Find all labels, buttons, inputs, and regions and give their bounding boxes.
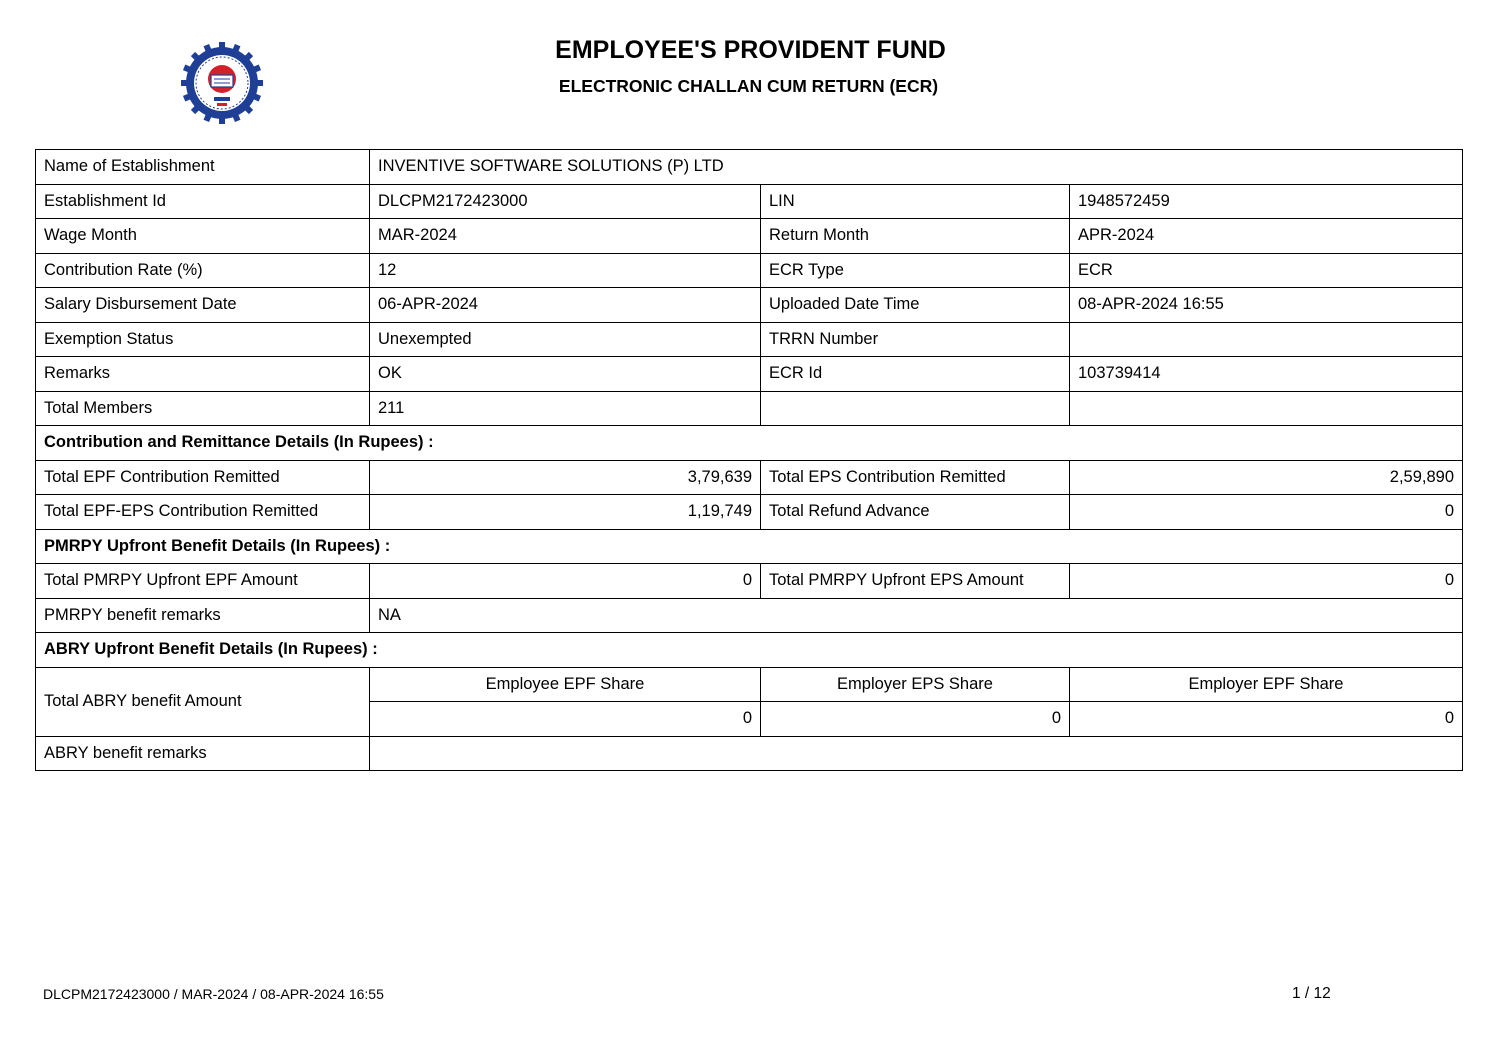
abry-remarks-label: ABRY benefit remarks [36,736,370,771]
empty-cell [761,391,1070,426]
table-row [36,219,1463,254]
establishment-name-label: Name of Establishment [36,150,370,185]
total-eps-contribution-value: 2,59,890 [1070,460,1463,495]
pmrpy-eps-amount-label: Total PMRPY Upfront EPS Amount [761,564,1070,599]
exemption-status-label: Exemption Status [36,322,370,357]
abry-employer-eps-value: 0 [761,702,1070,737]
page-subtitle: ELECTRONIC CHALLAN CUM RETURN (ECR) [558,76,939,96]
table-row [36,357,1463,392]
total-members-label: Total Members [36,391,370,426]
salary-date-value: 06-APR-2024 [370,288,761,323]
table-row [36,495,1463,530]
table-row [36,150,1463,185]
table-row [36,598,1463,633]
pmrpy-remarks-value: NA [370,598,1463,633]
contribution-rate-label: Contribution Rate (%) [36,253,370,288]
abry-remarks-value [370,736,1463,771]
return-month-label: Return Month [761,219,1070,254]
table-row [36,667,1463,702]
abry-employer-eps-header: Employer EPS Share [761,667,1070,702]
salary-date-label: Salary Disbursement Date [36,288,370,323]
pmrpy-epf-amount-label: Total PMRPY Upfront EPF Amount [36,564,370,599]
contribution-section-heading: Contribution and Remittance Details (In Rupees) : [36,426,1463,461]
ecr-type-label: ECR Type [761,253,1070,288]
table-row [36,184,1463,219]
ecr-id-value: 103739414 [1070,357,1463,392]
ecr-id-label: ECR Id [761,357,1070,392]
ecr-details-table [35,149,1463,771]
total-refund-advance-label: Total Refund Advance [761,495,1070,530]
total-epf-contribution-value: 3,79,639 [370,460,761,495]
section-header-row [36,426,1463,461]
abry-employer-epf-header: Employer EPF Share [1070,667,1463,702]
wage-month-value: MAR-2024 [370,219,761,254]
abry-total-amount-label: Total ABRY benefit Amount [36,667,370,736]
uploaded-datetime-value: 08-APR-2024 16:55 [1070,288,1463,323]
empty-cell [1070,391,1463,426]
exemption-status-value: Unexempted [370,322,761,357]
pmrpy-eps-amount-value: 0 [1070,564,1463,599]
remarks-value: OK [370,357,761,392]
table-row [36,460,1463,495]
return-month-value: APR-2024 [1070,219,1463,254]
total-members-value: 211 [370,391,761,426]
establishment-name-value: INVENTIVE SOFTWARE SOLUTIONS (P) LTD [370,150,1463,185]
pmrpy-remarks-label: PMRPY benefit remarks [36,598,370,633]
lin-label: LIN [761,184,1070,219]
table-row [36,288,1463,323]
contribution-rate-value: 12 [370,253,761,288]
total-epf-eps-contribution-value: 1,19,749 [370,495,761,530]
pmrpy-section-heading: PMRPY Upfront Benefit Details (In Rupees) : [36,529,1463,564]
table-row [36,322,1463,357]
pmrpy-epf-amount-value: 0 [370,564,761,599]
remarks-label: Remarks [36,357,370,392]
wage-month-label: Wage Month [36,219,370,254]
total-refund-advance-value: 0 [1070,495,1463,530]
total-epf-contribution-label: Total EPF Contribution Remitted [36,460,370,495]
trrn-number-label: TRRN Number [761,322,1070,357]
ecr-type-value: ECR [1070,253,1463,288]
footer-reference: DLCPM2172423000 / MAR-2024 / 08-APR-2024 16:55 [43,986,384,1002]
page-title: EMPLOYEE'S PROVIDENT FUND [555,36,946,64]
establishment-id-value: DLCPM2172423000 [370,184,761,219]
abry-employer-epf-value: 0 [1070,702,1463,737]
trrn-number-value [1070,322,1463,357]
section-header-row [36,633,1463,668]
lin-value: 1948572459 [1070,184,1463,219]
total-epf-eps-contribution-label: Total EPF-EPS Contribution Remitted [36,495,370,530]
section-header-row [36,529,1463,564]
total-eps-contribution-label: Total EPS Contribution Remitted [761,460,1070,495]
table-row [36,391,1463,426]
abry-employee-epf-value: 0 [370,702,761,737]
abry-employee-epf-header: Employee EPF Share [370,667,761,702]
establishment-id-label: Establishment Id [36,184,370,219]
page-number: 1 / 12 [1292,985,1331,1002]
table-row [36,736,1463,771]
table-row [36,564,1463,599]
table-row [36,253,1463,288]
uploaded-datetime-label: Uploaded Date Time [761,288,1070,323]
abry-section-heading: ABRY Upfront Benefit Details (In Rupees) : [36,633,1463,668]
